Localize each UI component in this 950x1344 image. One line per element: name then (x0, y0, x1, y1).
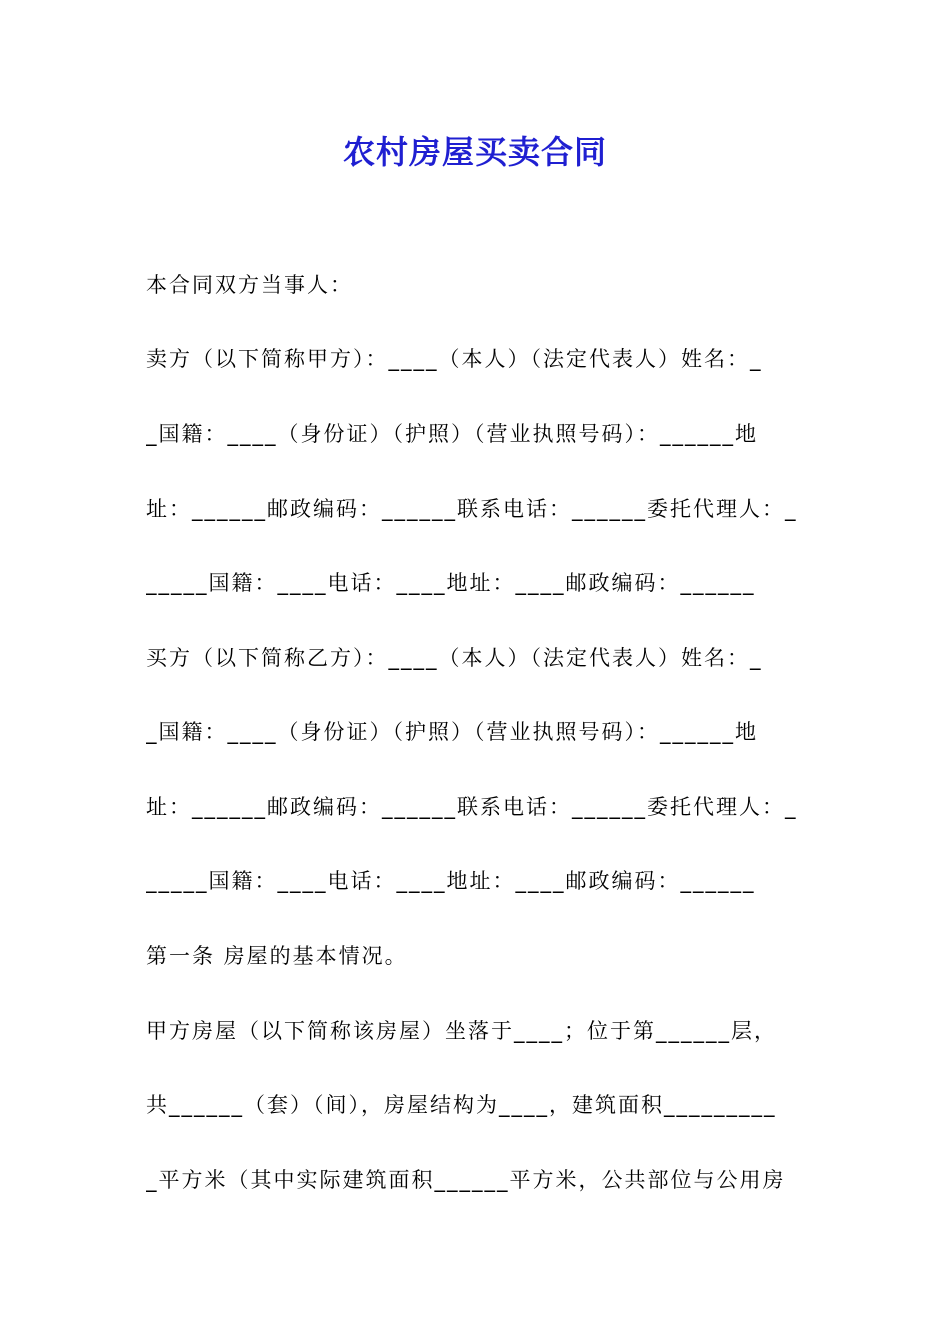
article-one-line-1: 甲方房屋（以下简称该房屋）坐落于____；位于第______层， (146, 1019, 777, 1043)
seller-line-1: 卖方（以下简称甲方）：____（本人）（法定代表人）姓名：_ (146, 347, 763, 371)
buyer-line-4: _____国籍：____电话：____地址：____邮政编码：______ (146, 869, 756, 893)
party-intro-line: 本合同双方当事人： (146, 273, 353, 297)
seller-line-2: _国籍：____（身份证）（护照）（营业执照号码）：______地 (146, 422, 758, 446)
article-one-heading: 第一条 房屋的基本情况。 (146, 944, 408, 968)
buyer-line-1: 买方（以下简称乙方）：____（本人）（法定代表人）姓名：_ (146, 646, 763, 670)
buyer-line-2: _国籍：____（身份证）（护照）（营业执照号码）：______地 (146, 720, 758, 744)
article-one-line-2: 共______（套）（间），房屋结构为____，建筑面积_________ (146, 1093, 777, 1117)
seller-line-3: 址：______邮政编码：______联系电话：______委托代理人：_ (146, 497, 798, 521)
article-one-line-3: _平方米（其中实际建筑面积______平方米，公共部位与公用房 (146, 1168, 786, 1192)
buyer-line-3: 址：______邮政编码：______联系电话：______委托代理人：_ (146, 795, 798, 819)
document-title: 农村房屋买卖合同 (342, 133, 607, 171)
seller-line-4: _____国籍：____电话：____地址：____邮政编码：______ (146, 571, 756, 595)
